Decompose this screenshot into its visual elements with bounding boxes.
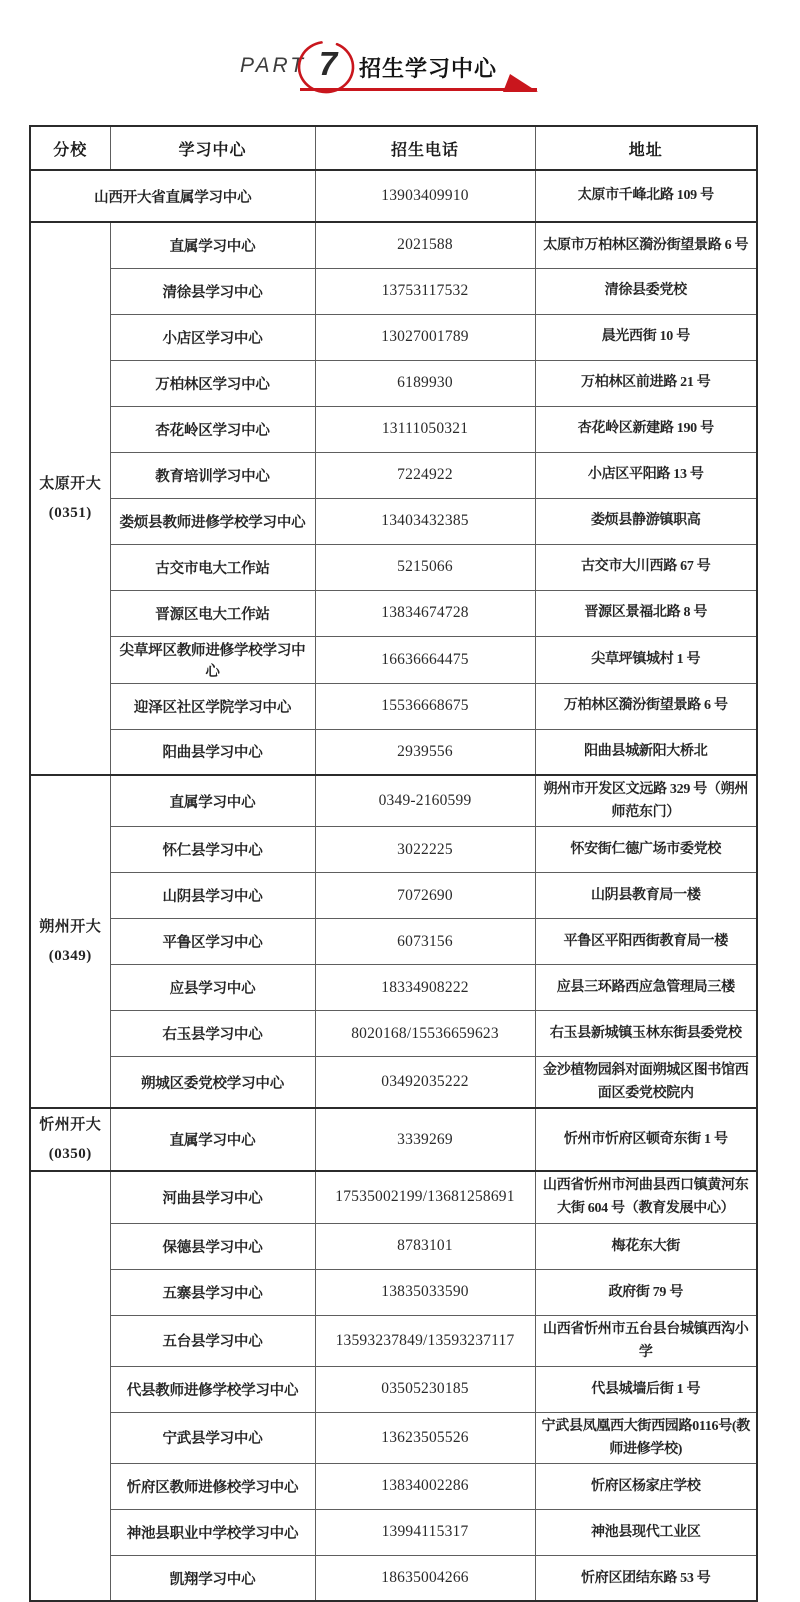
- arrow-icon: [502, 74, 538, 92]
- section-banner: [0, 0, 800, 125]
- center-cell: 娄烦县教师进修学校学习中心: [110, 498, 315, 544]
- branch-cell: [30, 1171, 110, 1601]
- phone-cell: 0349-2160599: [315, 775, 535, 827]
- center-cell: 迎泽区社区学院学习中心: [110, 683, 315, 729]
- phone-cell: 16636664475: [315, 636, 535, 683]
- table-row: [30, 1463, 757, 1509]
- learning-centers-table: [29, 125, 758, 1602]
- branch-cell: [30, 1108, 110, 1171]
- table-row: [30, 873, 757, 919]
- center-cell: 神池县职业中学校学习中心: [110, 1509, 315, 1555]
- center-cell: 山西开大省直属学习中心: [30, 170, 315, 222]
- table-row: [30, 314, 757, 360]
- table-row: [30, 827, 757, 873]
- center-cell: 尖草坪区教师进修学校学习中心: [110, 636, 315, 683]
- address-cell: 娄烦县静游镇职高: [535, 498, 757, 544]
- address-cell: 政府街 79 号: [535, 1269, 757, 1315]
- phone-cell: 13623505526: [315, 1412, 535, 1463]
- phone-cell: 13835033590: [315, 1269, 535, 1315]
- phone-cell: 7224922: [315, 452, 535, 498]
- center-cell: 阳曲县学习中心: [110, 729, 315, 775]
- center-cell: 河曲县学习中心: [110, 1171, 315, 1223]
- center-cell: 五寨县学习中心: [110, 1269, 315, 1315]
- table-row: [30, 452, 757, 498]
- center-cell: 右玉县学习中心: [110, 1011, 315, 1057]
- table-row: [30, 683, 757, 729]
- phone-cell: 2021588: [315, 222, 535, 268]
- center-cell: 应县学习中心: [110, 965, 315, 1011]
- center-cell: 凯翔学习中心: [110, 1555, 315, 1601]
- address-cell: 山西省忻州市河曲县西口镇黄河东大街 604 号（教育发展中心）: [535, 1171, 757, 1223]
- table-row: [30, 1011, 757, 1057]
- address-cell: 小店区平阳路 13 号: [535, 452, 757, 498]
- phone-cell: 2939556: [315, 729, 535, 775]
- address-cell: 山阴县教育局一楼: [535, 873, 757, 919]
- table-row: [30, 919, 757, 965]
- center-cell: 直属学习中心: [110, 775, 315, 827]
- phone-cell: 13834002286: [315, 1463, 535, 1509]
- branch-code: (0350): [48, 1145, 92, 1162]
- address-cell: 怀安街仁德广场市委党校: [535, 827, 757, 873]
- address-cell: 清徐县委党校: [535, 268, 757, 314]
- branch-name: 忻州开大: [39, 1117, 102, 1134]
- table-row: [30, 1555, 757, 1601]
- address-cell: 阳曲县城新阳大桥北: [535, 729, 757, 775]
- phone-cell: 5215066: [315, 544, 535, 590]
- address-cell: 晋源区景福北路 8 号: [535, 590, 757, 636]
- center-cell: 保德县学习中心: [110, 1223, 315, 1269]
- phone-cell: 3339269: [315, 1108, 535, 1171]
- phone-cell: 6073156: [315, 919, 535, 965]
- address-cell: 古交市大川西路 67 号: [535, 544, 757, 590]
- address-cell: 尖草坪镇城村 1 号: [535, 636, 757, 683]
- page-title: 招生学习中心: [359, 56, 498, 81]
- center-cell: 朔城区委党校学习中心: [110, 1057, 315, 1109]
- phone-cell: 8020168/15536659623: [315, 1011, 535, 1057]
- address-cell: 神池县现代工业区: [535, 1509, 757, 1555]
- address-cell: 右玉县新城镇玉林东街县委党校: [535, 1011, 757, 1057]
- center-cell: 杏花岭区学习中心: [110, 406, 315, 452]
- table-row: [30, 729, 757, 775]
- column-header: 招生电话: [315, 126, 535, 170]
- center-cell: 平鲁区学习中心: [110, 919, 315, 965]
- table-row: [30, 544, 757, 590]
- branch-name: 太原开大: [39, 476, 102, 492]
- table-row: [30, 1509, 757, 1555]
- address-cell: 朔州市开发区文远路 329 号（朔州师范东门）: [535, 775, 757, 827]
- address-cell: 万柏林区漪汾街望景路 6 号: [535, 683, 757, 729]
- table-row: [30, 1108, 757, 1171]
- branch-code: (0349): [48, 947, 92, 964]
- center-cell: 教育培训学习中心: [110, 452, 315, 498]
- branch-code: (0351): [48, 504, 92, 521]
- column-header: 分校: [30, 126, 110, 170]
- phone-cell: 13753117532: [315, 268, 535, 314]
- table-row: [30, 222, 757, 268]
- phone-cell: 13403432385: [315, 498, 535, 544]
- table-header-row: [30, 126, 757, 170]
- address-cell: 杏花岭区新建路 190 号: [535, 406, 757, 452]
- table-row: [30, 406, 757, 452]
- address-cell: 忻府区杨家庄学校: [535, 1463, 757, 1509]
- center-cell: 山阴县学习中心: [110, 873, 315, 919]
- center-cell: 万柏林区学习中心: [110, 360, 315, 406]
- address-cell: 山西省忻州市五台县台城镇西沟小学: [535, 1315, 757, 1366]
- phone-cell: 13994115317: [315, 1509, 535, 1555]
- part-number: 7: [318, 45, 338, 82]
- table-row: [30, 170, 757, 222]
- table-row: [30, 636, 757, 683]
- phone-cell: 15536668675: [315, 683, 535, 729]
- phone-cell: 18635004266: [315, 1555, 535, 1601]
- address-cell: 太原市千峰北路 109 号: [535, 170, 757, 222]
- table-row: [30, 965, 757, 1011]
- phone-cell: 03505230185: [315, 1366, 535, 1412]
- address-cell: 梅花东大街: [535, 1223, 757, 1269]
- column-header: 学习中心: [110, 126, 315, 170]
- center-cell: 晋源区电大工作站: [110, 590, 315, 636]
- phone-cell: 13834674728: [315, 590, 535, 636]
- center-cell: 清徐县学习中心: [110, 268, 315, 314]
- address-cell: 忻州市忻府区顿奇东街 1 号: [535, 1108, 757, 1171]
- phone-cell: 8783101: [315, 1223, 535, 1269]
- phone-cell: 6189930: [315, 360, 535, 406]
- center-cell: 直属学习中心: [110, 1108, 315, 1171]
- center-cell: 五台县学习中心: [110, 1315, 315, 1366]
- center-cell: 小店区学习中心: [110, 314, 315, 360]
- phone-cell: 13903409910: [315, 170, 535, 222]
- table-row: [30, 1366, 757, 1412]
- center-cell: 宁武县学习中心: [110, 1412, 315, 1463]
- table-row: [30, 1269, 757, 1315]
- address-cell: 万柏林区前进路 21 号: [535, 360, 757, 406]
- phone-cell: 18334908222: [315, 965, 535, 1011]
- column-header: 地址: [535, 126, 757, 170]
- address-cell: 金沙植物园斜对面朔城区图书馆西面区委党校院内: [535, 1057, 757, 1109]
- table-row: [30, 360, 757, 406]
- address-cell: 代县城墙后街 1 号: [535, 1366, 757, 1412]
- address-cell: 平鲁区平阳西街教育局一楼: [535, 919, 757, 965]
- address-cell: 应县三环路西应急管理局三楼: [535, 965, 757, 1011]
- phone-cell: 13593237849/13593237117: [315, 1315, 535, 1366]
- center-cell: 直属学习中心: [110, 222, 315, 268]
- phone-cell: 03492035222: [315, 1057, 535, 1109]
- part-label: PART: [240, 54, 307, 77]
- center-cell: 古交市电大工作站: [110, 544, 315, 590]
- table-row: [30, 1315, 757, 1366]
- phone-cell: 17535002199/13681258691: [315, 1171, 535, 1223]
- table-row: [30, 498, 757, 544]
- phone-cell: 7072690: [315, 873, 535, 919]
- table-row: [30, 1057, 757, 1109]
- table-row: [30, 1171, 757, 1223]
- phone-cell: 3022225: [315, 827, 535, 873]
- table-row: [30, 590, 757, 636]
- center-cell: 怀仁县学习中心: [110, 827, 315, 873]
- branch-cell: [30, 775, 110, 1108]
- phone-cell: 13027001789: [315, 314, 535, 360]
- address-cell: 晨光西街 10 号: [535, 314, 757, 360]
- address-cell: 忻府区团结东路 53 号: [535, 1555, 757, 1601]
- address-cell: 宁武县凤凰西大街西园路0116号(教师进修学校): [535, 1412, 757, 1463]
- address-cell: 太原市万柏林区漪汾街望景路 6 号: [535, 222, 757, 268]
- table-row: [30, 775, 757, 827]
- branch-name: 朔州开大: [39, 919, 102, 936]
- table-row: [30, 268, 757, 314]
- branch-cell: [30, 222, 110, 775]
- center-cell: 代县教师进修学校学习中心: [110, 1366, 315, 1412]
- table-row: [30, 1223, 757, 1269]
- table-row: [30, 1412, 757, 1463]
- center-cell: 忻府区教师进修校学习中心: [110, 1463, 315, 1509]
- phone-cell: 13111050321: [315, 406, 535, 452]
